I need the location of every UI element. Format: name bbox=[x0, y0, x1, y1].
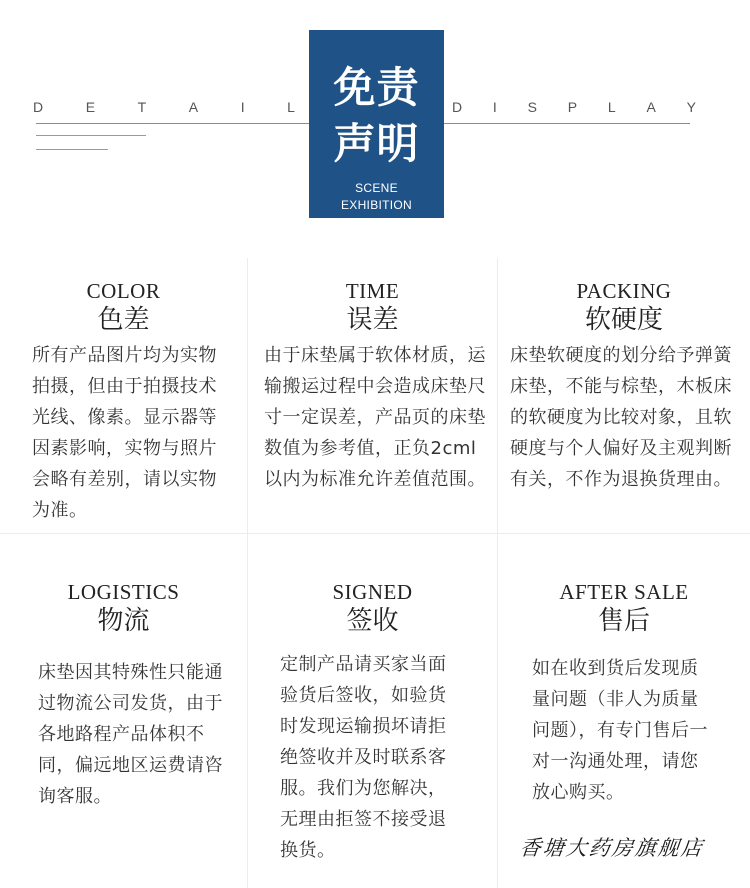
page-title: 免责声明 bbox=[333, 63, 420, 168]
section-title-en: LOGISTICS bbox=[67, 580, 180, 604]
decorative-line bbox=[36, 149, 108, 150]
disclaimer-grid bbox=[0, 258, 750, 888]
section-title-cn: 物流 bbox=[97, 606, 150, 636]
section-color bbox=[0, 258, 248, 534]
section-body: 床垫软硬度的划分给予弹簧床垫，不能与棕垫，木板床的软硬度为比较对象，且软硬度与个人偏好及主观判断有关，不作为退换货理由。 bbox=[510, 345, 732, 490]
letter: L bbox=[287, 99, 295, 115]
section-signed bbox=[248, 534, 498, 888]
letter: T bbox=[137, 99, 147, 115]
section-body: 床垫因其特殊性只能通过物流公司发货，由于各地路程产品体积不同，偏远地区运费请咨询客服。 bbox=[38, 662, 223, 807]
section-title-cn: 签收 bbox=[346, 606, 399, 636]
section-title-en: AFTER SALE bbox=[559, 580, 689, 604]
section-title-en: COLOR bbox=[86, 279, 161, 303]
section-time bbox=[248, 258, 498, 534]
badge-subtitle: SCENE EXHIBITION bbox=[340, 181, 412, 212]
decorative-line bbox=[36, 135, 146, 136]
section-title-en: PACKING bbox=[576, 279, 672, 303]
detail-spaced-text bbox=[33, 99, 295, 115]
store-signature: 香塘大药房旗舰店 bbox=[518, 836, 706, 860]
header-banner bbox=[0, 0, 750, 240]
section-body: 如在收到货后发现质量问题（非人为质量问题），有专门售后一对一沟通处理，请您放心购买。 bbox=[532, 658, 708, 803]
letter: I bbox=[492, 99, 497, 115]
letter: S bbox=[527, 99, 537, 115]
display-spaced-text bbox=[452, 99, 696, 115]
section-title-en: TIME bbox=[345, 279, 400, 303]
letter: L bbox=[607, 99, 616, 115]
section-packing bbox=[498, 258, 750, 534]
letter: I bbox=[240, 99, 245, 115]
letter: D bbox=[33, 99, 44, 115]
letter: P bbox=[567, 99, 578, 115]
section-title-cn: 色差 bbox=[97, 305, 150, 335]
section-body: 由于床垫属于软体材质，运输搬运过程中会造成床垫尺寸一定误差，产品页的床垫数值为参考值，正负2cml以内为标准允许差值范围。 bbox=[264, 345, 486, 490]
letter: E bbox=[85, 99, 96, 115]
title-badge bbox=[309, 30, 444, 218]
letter: D bbox=[452, 99, 463, 115]
section-title-en: SIGNED bbox=[332, 580, 413, 604]
section-title-cn: 售后 bbox=[597, 606, 650, 636]
letter: A bbox=[646, 99, 656, 115]
section-title-cn: 误差 bbox=[346, 305, 399, 335]
section-logistics bbox=[0, 534, 248, 888]
section-body: 所有产品图片均为实物拍摄，但由于拍摄技术光线、像素。显示器等因素影响，实物与照片会略有差别，请以实物为准。 bbox=[32, 345, 217, 521]
section-title-cn: 软硬度 bbox=[584, 305, 663, 335]
letter: Y bbox=[686, 99, 696, 115]
section-body: 定制产品请买家当面验货后签收，如验货时发现运输损坏请拒绝签收并及时联系客服。我们为您解决，无理由拒签不接受退换货。 bbox=[280, 654, 447, 861]
letter: A bbox=[188, 99, 199, 115]
